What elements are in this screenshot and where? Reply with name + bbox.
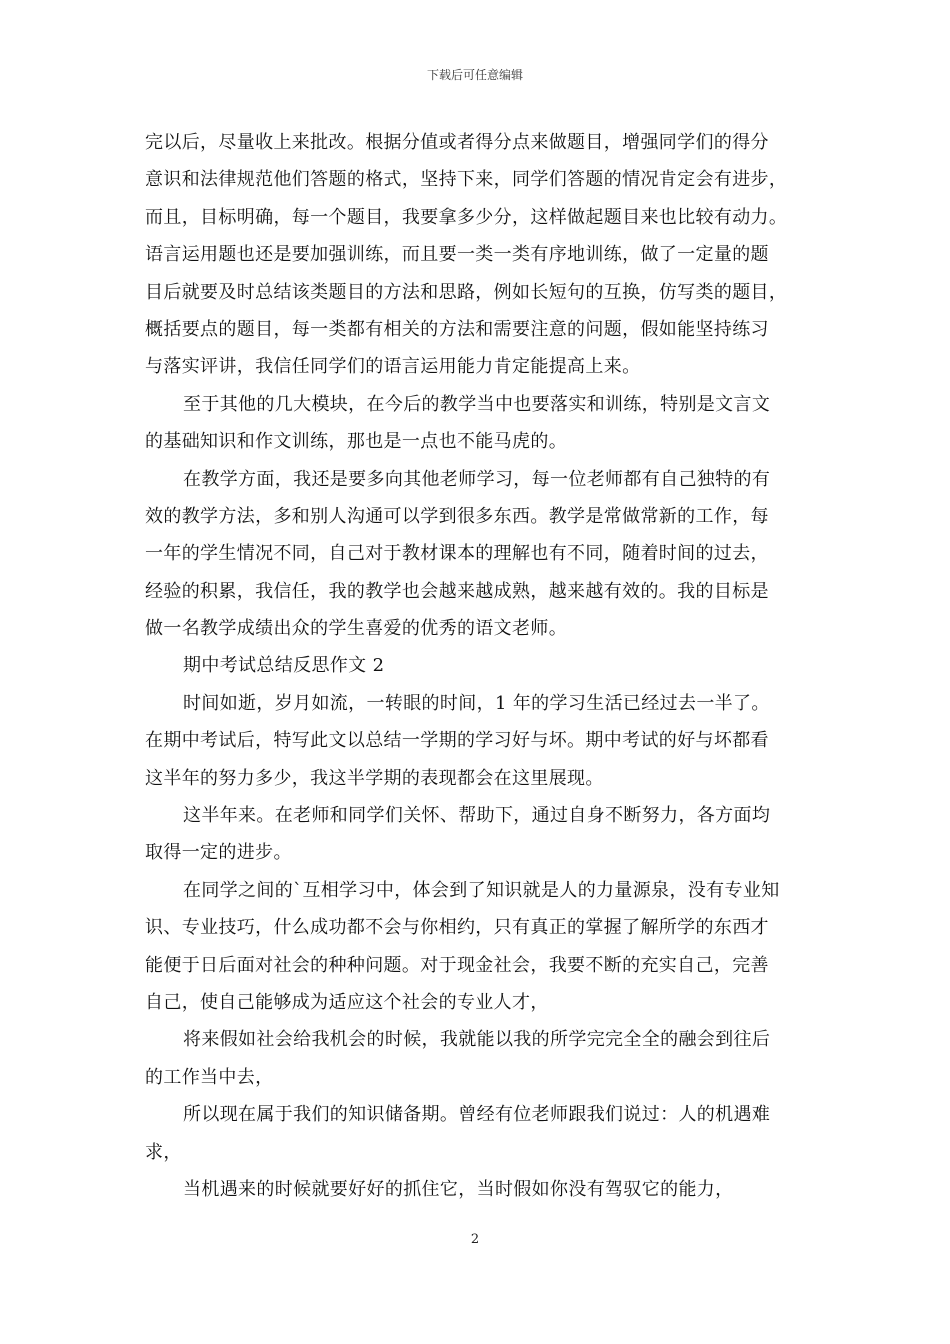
page-header: 下载后可任意编辑 [426, 68, 523, 82]
text-line: 识、专业技巧，什么成功都不会与你相约，只有真正的掌握了解所学的东西才 [145, 917, 769, 939]
text-line: 这半年的努力多少，我这半学期的表现都会在这里展现。 [145, 767, 604, 789]
text-line: 当机遇来的时候就要好好的抓住它，当时假如你没有驾驭它的能力， [183, 1178, 734, 1200]
text-line: 在期中考试后，特写此文以总结一学期的学习好与坏。期中考试的好与坏都看 [145, 730, 769, 752]
text-line: 这半年来。在老师和同学们关怀、帮助下，通过自身不断努力，各方面均 [183, 805, 771, 827]
text-line: 在同学之间的`互相学习中，体会到了知识就是人的力量源泉，没有专业知 [183, 879, 780, 901]
text-line: 求， [145, 1141, 182, 1163]
text-line: 完以后，尽量收上来批改。根据分值或者得分点来做题目，增强同学们的得分 [145, 132, 769, 153]
text-line: 至于其他的几大模块，在今后的教学当中也要落实和训练，特别是文言文 [183, 393, 771, 415]
text-line: 所以现在属于我们的知识储备期。曾经有位老师跟我们说过：人的机遇难 [183, 1104, 771, 1126]
text-line: 与落实评讲，我信任同学们的语言运用能力肯定能提高上来。 [145, 356, 641, 378]
text-line: 自己，使自己能够成为适应这个社会的专业人才， [145, 991, 549, 1013]
text-line: 经验的积累，我信任，我的教学也会越来越成熟，越来越有效的。我的目标是 [145, 580, 769, 602]
text-line: 的基础知识和作文训练，那也是一点也不能马虎的。 [145, 431, 568, 453]
page-number: 2 [470, 1232, 480, 1247]
text-line: 一年的学生情况不同，自己对于教材课本的理解也有不同，随着时间的过去， [145, 543, 769, 565]
text-line: 将来假如社会给我机会的时候，我就能以我的所学完完全全的融会到往后 [183, 1029, 771, 1051]
text-line: 做一名教学成绩出众的学生喜爱的优秀的语文老师。 [145, 618, 568, 640]
text-line: 意识和法律规范他们答题的格式，坚持下来，同学们答题的情况肯定会有进步， [145, 169, 788, 191]
text-line: 的工作当中去， [145, 1066, 274, 1088]
text-line: 语言运用题也还是要加强训练，而且要一类一类有序地训练，做了一定量的题 [145, 244, 769, 266]
text-line: 时间如逝，岁月如流，一转眼的时间，1 年的学习生活已经过去一半了。 [183, 692, 770, 714]
text-line: 目后就要及时总结该类题目的方法和思路，例如长短句的互换，仿写类的题目， [145, 281, 788, 303]
text-line: 效的教学方法，多和别人沟通可以学到很多东西。教学是常做常新的工作，每 [145, 505, 769, 527]
text-line: 概括要点的题目，每一类都有相关的方法和需要注意的问题，假如能坚持练习 [145, 318, 769, 340]
section-title: 期中考试总结反思作文 2 [183, 655, 385, 677]
text-line: 而且，目标明确，每一个题目，我要拿多少分，这样做起题目来也比较有动力。 [145, 206, 788, 228]
document-body [145, 124, 810, 1208]
text-line: 取得一定的进步。 [145, 842, 292, 864]
text-line: 在教学方面，我还是要多向其他老师学习，每一位老师都有自己独特的有 [183, 468, 771, 490]
text-line: 能便于日后面对社会的种种问题。对于现金社会，我要不断的充实自己，完善 [145, 954, 769, 976]
